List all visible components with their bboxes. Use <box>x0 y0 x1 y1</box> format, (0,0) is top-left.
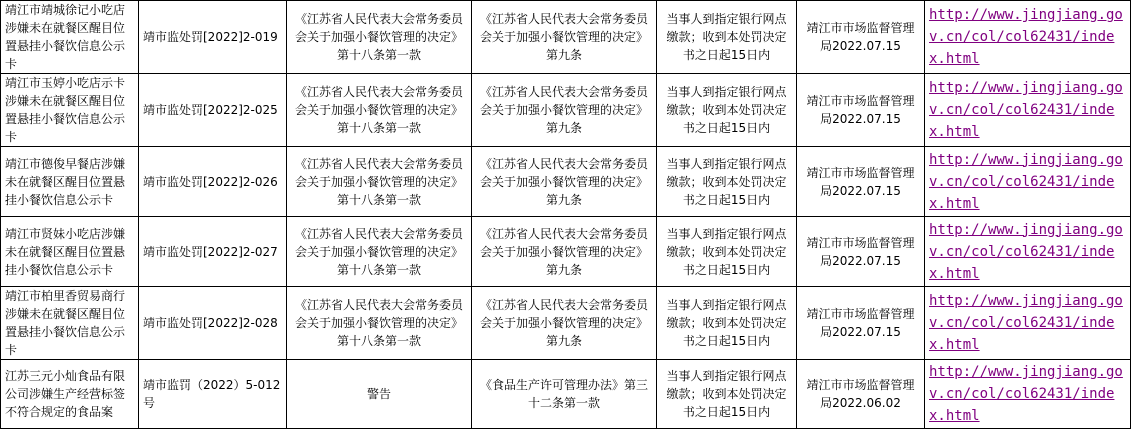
legal-basis-cell: 《江苏省人民代表大会常务委员会关于加强小餐饮管理的决定》第十八条第一款 <box>287 217 472 287</box>
public-notice-link[interactable]: http://www.jingjiang.gov.cn/col/col62431/index.html <box>929 7 1123 67</box>
table-row <box>1 360 1131 429</box>
case-name-cell: 靖江市贤妹小吃店涉嫌未在就餐区醒目位置悬挂小餐饮信息公示卡 <box>1 217 139 287</box>
authority-date-cell: 靖江市市场监督管理局2022.07.15 <box>797 1 925 74</box>
table-row <box>1 217 1131 287</box>
public-notice-link[interactable]: http://www.jingjiang.gov.cn/col/col62431/index.html <box>929 364 1123 424</box>
payment-method-cell: 当事人到指定银行网点缴款；收到本处罚决定书之日起15日内 <box>657 1 797 74</box>
table-row <box>1 287 1131 360</box>
link-cell <box>925 74 1131 147</box>
penalty-basis-cell: 《江苏省人民代表大会常务委员会关于加强小餐饮管理的决定》第九条 <box>472 217 657 287</box>
link-cell <box>925 217 1131 287</box>
document-number-cell: 靖市监处罚[2022]2-027 <box>139 217 287 287</box>
legal-basis-cell: 《江苏省人民代表大会常务委员会关于加强小餐饮管理的决定》第十八条第一款 <box>287 287 472 360</box>
penalty-basis-cell: 《食品生产许可管理办法》第三十二条第一款 <box>472 360 657 429</box>
document-number-cell: 靖市监罚（2022）5-012号 <box>139 360 287 429</box>
legal-basis-cell: 《江苏省人民代表大会常务委员会关于加强小餐饮管理的决定》第十八条第一款 <box>287 74 472 147</box>
case-name-cell: 靖江市靖城徐记小吃店涉嫌未在就餐区醒目位置悬挂小餐饮信息公示卡 <box>1 1 139 74</box>
authority-date-cell: 靖江市市场监督管理局2022.07.15 <box>797 287 925 360</box>
public-notice-link[interactable]: http://www.jingjiang.gov.cn/col/col62431/index.html <box>929 221 1123 282</box>
link-cell <box>925 287 1131 360</box>
payment-method-cell: 当事人到指定银行网点缴款；收到本处罚决定书之日起15日内 <box>657 360 797 429</box>
payment-method-cell: 当事人到指定银行网点缴款；收到本处罚决定书之日起15日内 <box>657 287 797 360</box>
payment-method-cell: 当事人到指定银行网点缴款；收到本处罚决定书之日起15日内 <box>657 74 797 147</box>
document-number-cell: 靖市监处罚[2022]2-026 <box>139 147 287 217</box>
penalty-basis-cell: 《江苏省人民代表大会常务委员会关于加强小餐饮管理的决定》第九条 <box>472 147 657 217</box>
link-cell <box>925 360 1131 429</box>
authority-date-cell: 靖江市市场监督管理局2022.06.02 <box>797 360 925 429</box>
legal-basis-cell: 警告 <box>287 360 472 429</box>
public-notice-link[interactable]: http://www.jingjiang.gov.cn/col/col62431/index.html <box>929 151 1123 212</box>
case-name-cell: 靖江市柏里香贸易商行涉嫌未在就餐区醒目位置悬挂小餐饮信息公示卡 <box>1 287 139 360</box>
payment-method-cell: 当事人到指定银行网点缴款；收到本处罚决定书之日起15日内 <box>657 217 797 287</box>
penalty-basis-cell: 《江苏省人民代表大会常务委员会关于加强小餐饮管理的决定》第九条 <box>472 287 657 360</box>
document-number-cell: 靖市监处罚[2022]2-028 <box>139 287 287 360</box>
authority-date-cell: 靖江市市场监督管理局2022.07.15 <box>797 74 925 147</box>
table-row <box>1 1 1131 74</box>
case-name-cell: 江苏三元小灿食品有限公司涉嫌生产经营标签不符合规定的食品案 <box>1 360 139 429</box>
penalty-basis-cell: 《江苏省人民代表大会常务委员会关于加强小餐饮管理的决定》第九条 <box>472 74 657 147</box>
authority-date-cell: 靖江市市场监督管理局2022.07.15 <box>797 217 925 287</box>
link-cell <box>925 147 1131 217</box>
table-row <box>1 74 1131 147</box>
legal-basis-cell: 《江苏省人民代表大会常务委员会关于加强小餐饮管理的决定》第十八条第一款 <box>287 1 472 74</box>
penalty-basis-cell: 《江苏省人民代表大会常务委员会关于加强小餐饮管理的决定》第九条 <box>472 1 657 74</box>
case-name-cell: 靖江市德俊早餐店涉嫌未在就餐区醒目位置悬挂小餐饮信息公示卡 <box>1 147 139 217</box>
public-notice-link[interactable]: http://www.jingjiang.gov.cn/col/col62431/index.html <box>929 293 1123 353</box>
document-number-cell: 靖市监处罚[2022]2-019 <box>139 1 287 74</box>
legal-basis-cell: 《江苏省人民代表大会常务委员会关于加强小餐饮管理的决定》第十八条第一款 <box>287 147 472 217</box>
case-name-cell: 靖江市玉婷小吃店示卡涉嫌未在就餐区醒目位置悬挂小餐饮信息公示卡 <box>1 74 139 147</box>
payment-method-cell: 当事人到指定银行网点缴款；收到本处罚决定书之日起15日内 <box>657 147 797 217</box>
authority-date-cell: 靖江市市场监督管理局2022.07.15 <box>797 147 925 217</box>
public-notice-link[interactable]: http://www.jingjiang.gov.cn/col/col62431/index.html <box>929 80 1123 140</box>
link-cell <box>925 1 1131 74</box>
table-row <box>1 147 1131 217</box>
document-number-cell: 靖市监处罚[2022]2-025 <box>139 74 287 147</box>
